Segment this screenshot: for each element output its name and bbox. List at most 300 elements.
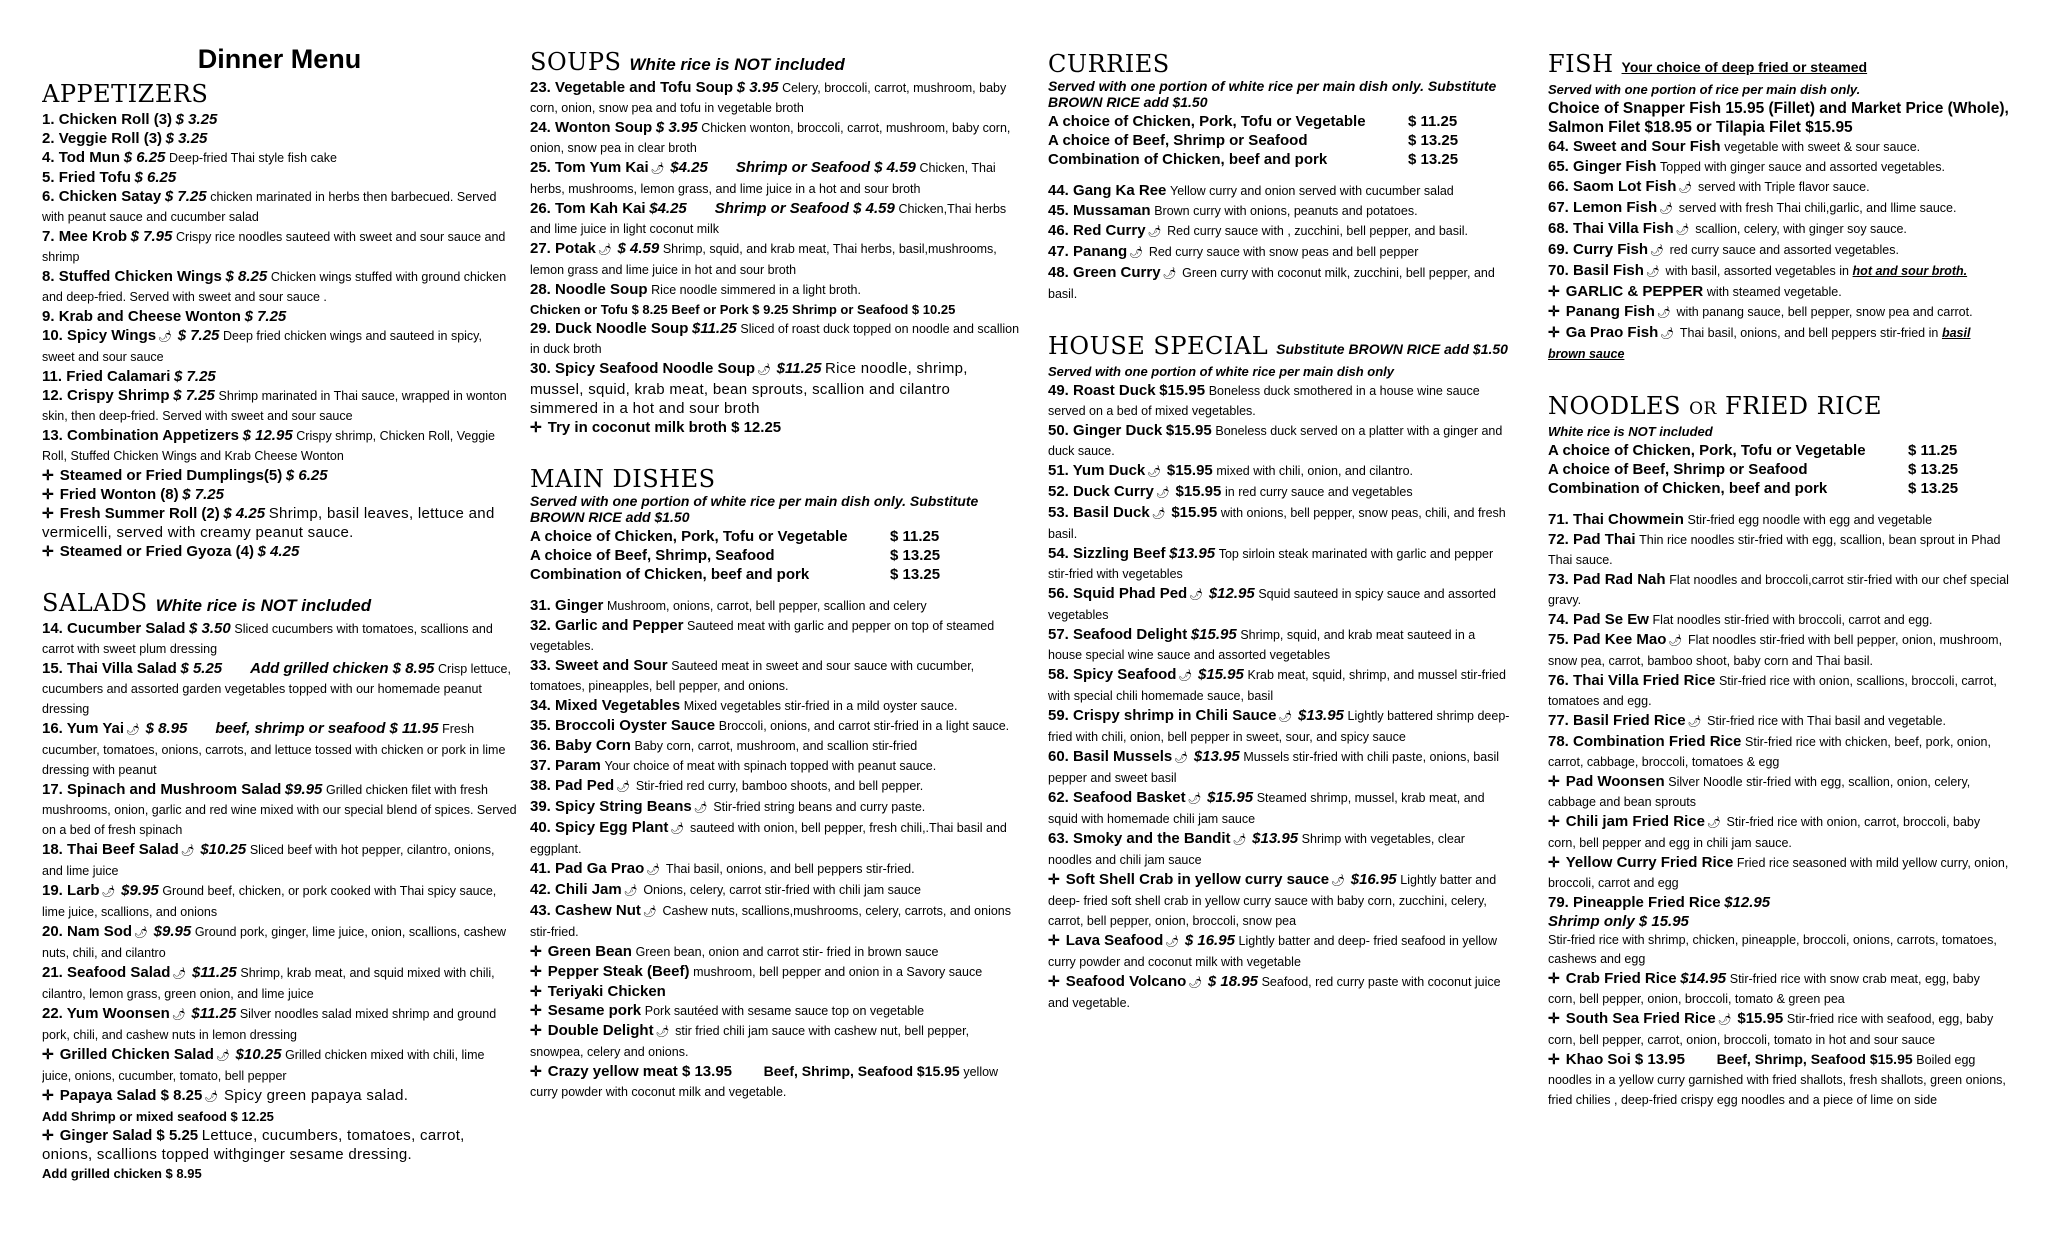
item-number: 66. — [1548, 178, 1574, 195]
section-intro: Served with one portion of rice per main dish only. — [1548, 82, 1861, 97]
menu-item — [1048, 829, 1510, 870]
item-description: Shrimp, squid, and krab meat sauteed in a house special wine sauce and assorted vegetables — [1048, 628, 1476, 662]
chili-icon: 🌶 — [693, 802, 708, 814]
menu-section-soups — [530, 48, 1020, 437]
item-name: Pineapple Fried Rice — [1573, 894, 1721, 911]
menu-item — [1048, 972, 1510, 1013]
menu-item — [42, 1086, 517, 1126]
chili-icon: 🌶 — [1659, 203, 1674, 215]
item-number: 67. — [1548, 199, 1574, 216]
plus-icon: ✛ — [1548, 970, 1560, 986]
item-description: Chicken,Thai herbs and lime juice in light coconut milk — [530, 202, 1007, 236]
plus-icon: ✛ — [1048, 932, 1060, 948]
item-number: 2. — [42, 130, 59, 147]
menu-item — [42, 881, 517, 922]
item-name: Spicy Seafood Noodle Soup — [555, 360, 756, 377]
item-name: Tom Yum Kai — [555, 159, 649, 176]
item-price: $ 7.25 — [174, 368, 216, 385]
menu-item — [530, 962, 1020, 982]
item-number: 6. — [42, 188, 59, 205]
chili-icon: 🌶 — [1178, 670, 1193, 682]
item-price: $ 6.25 — [123, 149, 166, 166]
menu-item — [1548, 630, 2010, 671]
item-number: 34. — [530, 697, 556, 714]
menu-item — [42, 619, 517, 659]
item-number: 63. — [1048, 830, 1074, 847]
item-name: Ga Prao Fish — [1565, 324, 1659, 341]
menu-item — [42, 326, 517, 367]
section-note: Substitute BROWN RICE add $1.50 — [1276, 341, 1508, 357]
chili-icon: 🌶 — [215, 1050, 230, 1062]
item-number: 27. — [530, 240, 556, 257]
price-row-price: $ 13.25 — [1408, 151, 1459, 168]
menu-item — [42, 466, 517, 485]
item-number: 54. — [1048, 545, 1074, 562]
chili-icon: 🌶 — [1162, 268, 1177, 280]
menu-item — [42, 719, 517, 780]
chili-icon: 🌶 — [1706, 817, 1721, 829]
item-name: Pad Thai — [1573, 531, 1636, 548]
item-number: 44. — [1048, 182, 1074, 199]
chili-icon: 🌶 — [1165, 936, 1180, 948]
item-name: Steamed or Fried Dumplings(5) — [59, 467, 283, 484]
item-description: Stir-fried rice with chicken, beef, pork, onion, carrot, cabbage, broccoli, tomatoes & egg — [1548, 735, 1991, 769]
item-name: Steamed or Fried Gyoza (4) — [59, 543, 254, 560]
chili-icon: 🌶 — [1151, 508, 1166, 520]
menu-item — [530, 418, 1020, 437]
menu-item — [530, 696, 1020, 716]
menu-section-noodles — [1548, 392, 2010, 1110]
menu-column-3 — [1048, 50, 1510, 1230]
item-name: Crazy yellow meat $ 13.95 — [547, 1063, 733, 1080]
menu-item — [42, 187, 517, 227]
menu-item — [1548, 219, 2010, 240]
menu-item — [1048, 544, 1510, 584]
item-name: Wonton Soup — [555, 119, 653, 136]
item-name: Param — [555, 757, 601, 774]
section-title: SALADS — [42, 589, 148, 617]
item-description: Stir-fried rice with Thai basil and vegetable. — [1707, 714, 1946, 728]
menu-item — [1048, 665, 1510, 706]
section-header — [42, 80, 517, 108]
menu-item — [1548, 510, 2010, 530]
menu-item — [1548, 1050, 2010, 1110]
item-number: 8. — [42, 268, 59, 285]
item-name: Khao Soi $ 13.95 — [1565, 1051, 1685, 1068]
item-description: Thai basil, onions, and bell peppers stir-fried. — [665, 862, 915, 876]
item-description: Stir-fried rice with onion, scallions, broccoli, carrot, tomatoes and egg. — [1548, 674, 1997, 708]
chili-icon: 🌶 — [180, 845, 195, 857]
plus-icon: ✛ — [530, 943, 542, 959]
item-name: Noodle Soup — [555, 281, 648, 298]
item-number: 31. — [530, 597, 556, 614]
menu-item — [530, 1001, 1020, 1021]
price-row-label: A choice of Beef, Shrimp or Seafood — [1548, 461, 1808, 478]
plus-icon: ✛ — [1548, 324, 1560, 340]
item-description: Broccoli, onions, and carrot stir-fried in a light sauce. — [718, 719, 1010, 733]
item-number: 60. — [1048, 748, 1074, 765]
item-number: 32. — [530, 617, 556, 634]
menu-item — [42, 922, 517, 963]
item-price: $10.25 — [235, 1046, 282, 1063]
item-description: Silver noodles salad mixed shrimp and ground pork, chili, and cashew nuts in lemon dressing — [42, 1007, 497, 1042]
item-number: 38. — [530, 777, 556, 794]
chili-icon: 🌶 — [1232, 834, 1247, 846]
section-title: MAIN DISHES — [530, 465, 716, 493]
menu-item — [42, 110, 517, 129]
item-price: $4.25 — [649, 200, 687, 217]
item-description-underlined: basil brown sauce — [1548, 326, 1971, 361]
item-description: Boneless duck served on a platter with a ginger and duck sauce. — [1048, 424, 1503, 458]
menu-item — [1548, 671, 2010, 711]
item-number: 4. — [42, 149, 59, 166]
item-description: Top sirloin steak marinated with garlic and pepper stir-fried with vegetables — [1048, 547, 1494, 581]
plus-icon: ✛ — [530, 963, 542, 979]
item-price: $ 7.25 — [182, 486, 224, 503]
section-title: CURRIES — [1048, 50, 1170, 78]
item-description: Mushroom, onions, carrot, bell pepper, scallion and celery — [607, 599, 927, 613]
item-number: 28. — [530, 281, 556, 298]
item-description-underlined: hot and sour broth. — [1852, 264, 1968, 278]
menu-item — [530, 199, 1020, 239]
item-name: Green Curry — [1073, 264, 1161, 281]
item-number: 69. — [1548, 241, 1574, 258]
menu-item — [1048, 503, 1510, 544]
item-number: 52. — [1048, 483, 1074, 500]
price-row — [1048, 131, 1510, 150]
item-description: Deep fried chicken wings and sauteed in spicy, sweet and sour sauce — [42, 329, 482, 364]
item-name: Thai Chowmein — [1573, 511, 1684, 528]
item-name: Krab and Cheese Wonton — [58, 308, 241, 325]
item-number: 78. — [1548, 733, 1574, 750]
item-name: Crispy shrimp in Chili Sauce — [1073, 707, 1277, 724]
item-number: 7. — [42, 228, 59, 245]
item-name: Fried Wonton (8) — [59, 486, 179, 503]
item-description: Sliced beef with hot pepper, cilantro, onions, and lime juice — [42, 843, 495, 878]
menu-item — [42, 267, 517, 307]
item-price: $ 7.95 — [130, 228, 173, 245]
item-description: Stir-fried rice with shrimp, chicken, pineapple, broccoli, onions, carrots, tomatoes, cashews and egg — [1548, 933, 1997, 966]
plus-icon: ✛ — [1548, 1051, 1560, 1067]
section-title: NOODLES or FRIED RICE — [1548, 392, 1883, 420]
item-description: Stir-fried rice with seafood, egg, baby corn, bell pepper, carrot, onion, broccoli, tomato in hot and sour sauce — [1548, 1012, 1994, 1047]
item-number: 36. — [530, 737, 556, 754]
chili-icon: 🌶 — [1645, 266, 1660, 278]
item-number: 68. — [1548, 220, 1574, 237]
fish-choice: Choice of Snapper Fish 15.95 (Fillet) and Market Price (Whole), Salmon Filet $18.95 or Tilapia Filet $15.95 — [1548, 100, 2009, 136]
menu-item — [1548, 177, 2010, 198]
item-name: Tod Mun — [58, 149, 121, 166]
price-row — [1548, 479, 2010, 498]
menu-item — [530, 239, 1020, 280]
item-number: 42. — [530, 881, 556, 898]
item-name: Seafood Salad — [67, 964, 171, 981]
item-name: Roast Duck — [1073, 382, 1156, 399]
plus-icon: ✛ — [530, 1002, 542, 1018]
item-name: Baby Corn — [555, 737, 631, 754]
item-number: 76. — [1548, 672, 1574, 689]
item-number: 19. — [42, 882, 68, 899]
item-name: Spicy Seafood — [1073, 666, 1177, 683]
item-description: Chicken wonton, broccoli, carrot, mushroom, baby corn, onion, snow pea in clear broth — [530, 121, 1011, 155]
item-description: Sauteed meat in sweet and sour sauce with cucumber, tomatoes, pineapples, bell pepper, and onions. — [530, 659, 975, 693]
item-name: Thai Villa Fish — [1573, 220, 1674, 237]
menu-item — [1048, 747, 1510, 788]
item-price: $ 3.25 — [175, 111, 218, 128]
plus-icon: ✛ — [1548, 854, 1560, 870]
menu-item — [1548, 610, 2010, 630]
menu-section-fish — [1548, 50, 2010, 364]
item-price: $ 4.25 — [257, 543, 300, 560]
section-note: Served with one portion of white rice per main dish only. Substitute BROWN RICE add $1.50 — [530, 493, 979, 525]
menu-item — [42, 840, 517, 881]
chili-icon: 🌶 — [1668, 635, 1683, 647]
item-number: 30. — [530, 360, 556, 377]
menu-item — [1048, 263, 1510, 304]
plus-icon: ✛ — [1548, 773, 1560, 789]
price-row-label: Combination of Chicken, beef and pork — [1548, 480, 1828, 497]
item-name: Basil Mussels — [1073, 748, 1173, 765]
plus-icon: ✛ — [42, 467, 54, 483]
item-description: Steamed shrimp, mussel, krab meat, and squid with homemade chili jam sauce — [1048, 791, 1485, 826]
menu-item — [1048, 625, 1510, 665]
item-name: Double Delight — [547, 1022, 654, 1039]
item-name: Pad Kee Mao — [1573, 631, 1667, 648]
item-subprice: Add Shrimp or mixed seafood $ 12.25 — [42, 1109, 274, 1124]
item-number: 23. — [530, 79, 556, 96]
menu-item — [1548, 812, 2010, 853]
price-row — [1548, 441, 2010, 460]
item-description: Pork sautéed with sesame sauce top on vegetable — [644, 1004, 925, 1018]
menu-item — [1048, 870, 1510, 931]
item-name: Chicken Satay — [58, 188, 162, 205]
item-description: Sliced of roast duck topped on noodle and scallion in duck broth — [530, 322, 1020, 356]
menu-item — [530, 118, 1020, 158]
item-name: Pad Rad Nah — [1573, 571, 1666, 588]
item-name: Combination Fried Rice — [1573, 733, 1742, 750]
item-number: 65. — [1548, 158, 1574, 175]
item-number: 56. — [1048, 585, 1074, 602]
menu-item — [1548, 772, 2010, 812]
item-description: Shrimp, basil leaves, lettuce and vermicelli, served with creamy peanut sauce. — [42, 505, 495, 541]
item-price: $15.95 — [1159, 382, 1206, 399]
item-number: 12. — [42, 387, 68, 404]
item-description: mixed with chili, onion, and cilantro. — [1216, 464, 1414, 478]
menu-section-curries — [1048, 50, 1510, 304]
item-description: Chicken wings stuffed with ground chicken and deep-fried. Served with sweet and sour sauce . — [42, 270, 507, 304]
item-number: 43. — [530, 902, 556, 919]
item-number: 29. — [530, 320, 556, 337]
item-subprice: Shrimp only $ 15.95 — [1548, 913, 1689, 930]
menu-item — [530, 859, 1020, 880]
item-number: 1. — [42, 111, 59, 128]
price-row-label: A choice of Beef, Shrimp, Seafood — [530, 547, 775, 564]
item-price: $13.95 — [1252, 830, 1299, 847]
menu-item — [1548, 302, 2010, 323]
plus-icon: ✛ — [1548, 1010, 1560, 1026]
chili-icon: 🌶 — [134, 927, 149, 939]
item-name: Yum Woonsen — [66, 1005, 170, 1022]
item-name: Veggie Roll (3) — [58, 130, 163, 147]
price-row-price: $ 11.25 — [890, 528, 940, 545]
menu-item — [530, 1021, 1020, 1062]
section-intro: White rice is NOT included — [1548, 424, 1713, 439]
item-description: Seafood, red curry paste with coconut juice and vegetable. — [1048, 975, 1501, 1010]
chili-icon: 🌶 — [1660, 328, 1675, 340]
item-price: $13.95 — [1298, 707, 1344, 724]
item-description: Green bean, onion and carrot stir- fried in brown sauce — [635, 945, 939, 959]
item-price: $12.95 — [1724, 894, 1771, 911]
plus-icon: ✛ — [42, 1127, 54, 1143]
item-price: $ 8.25 — [225, 268, 268, 285]
plus-icon: ✛ — [1548, 813, 1560, 829]
item-description: Crisp lettuce, cucumbers and assorted garden vegetables topped with our homemade peanut dressing — [42, 662, 511, 716]
item-price: $16.95 — [1350, 871, 1397, 888]
menu-item — [42, 659, 517, 719]
menu-section-house — [1048, 332, 1510, 1013]
menu-item — [1548, 282, 2010, 302]
item-description: Sauteed meat with garlic and pepper on top of steamed vegetables. — [530, 619, 995, 653]
menu-item — [1048, 421, 1510, 461]
menu-item — [530, 901, 1020, 942]
item-name: Pepper Steak (Beef) — [547, 963, 690, 980]
spacer — [1548, 498, 2010, 510]
menu-item — [1548, 570, 2010, 610]
item-name: Mee Krob — [58, 228, 128, 245]
chili-icon: 🌶 — [1187, 793, 1202, 805]
section-header — [42, 589, 517, 617]
item-description: Rice noodle, shrimp, mussel, squid, krab meat, bean sprouts, scallion and cilantro simmered in a hot and sour broth — [530, 360, 968, 417]
item-description: Topped with ginger sauce and assorted vegetables. — [1660, 160, 1945, 174]
item-number: 35. — [530, 717, 556, 734]
menu-item — [42, 1004, 517, 1045]
price-row-price: $ 11.25 — [1408, 113, 1458, 130]
item-extra-price: Add grilled chicken $ 8.95 — [250, 660, 435, 677]
item-price: $10.25 — [200, 841, 247, 858]
menu-column-4 — [1548, 50, 2010, 1230]
item-description: Flat noodles and broccoli,carrot stir-fried with our chef special gravy. — [1548, 573, 2009, 607]
item-description: served with Triple flavor sauce. — [1697, 180, 1870, 194]
plus-icon: ✛ — [530, 983, 542, 999]
item-number: 16. — [42, 720, 67, 737]
menu-item — [1048, 242, 1510, 263]
section-intro: Served with one portion of white rice per main dish only — [1048, 364, 1394, 379]
item-name: Yum Duck — [1072, 462, 1146, 479]
item-price: $12.95 — [1208, 585, 1255, 602]
price-row-price: $ 13.25 — [1908, 461, 1959, 478]
menu-item — [42, 542, 517, 561]
item-description: Onions, celery, carrot stir-fried with chili jam sauce — [643, 883, 921, 897]
item-description: Fried rice seasoned with mild yellow curry, onion, broccoli, carrot and egg — [1548, 856, 2009, 890]
item-name: Spicy Wings — [67, 327, 157, 344]
item-description: Flat noodles stir-fried with broccoli, carrot and egg. — [1652, 613, 1933, 627]
item-name: South Sea Fried Rice — [1565, 1010, 1716, 1027]
item-price: $ 7.25 — [164, 188, 207, 205]
menu-item — [1548, 240, 2010, 261]
item-price: $ 3.25 — [165, 130, 208, 147]
section-header — [1548, 392, 2010, 420]
chili-icon: 🌶 — [1147, 226, 1162, 238]
price-row-label: A choice of Chicken, Pork, Tofu or Vegetable — [1548, 442, 1866, 459]
item-number: 70. — [1548, 262, 1574, 279]
menu-item — [42, 367, 517, 386]
menu-item — [530, 359, 1020, 418]
item-description: Stir-fried egg noodle with egg and vegetable — [1687, 513, 1933, 527]
item-number: 20. — [42, 923, 68, 940]
item-description: Lightly battered shrimp deep-fried with chili, onion, bell pepper in sweet, sour, and spicy sauce — [1048, 709, 1510, 744]
item-number: 14. — [42, 620, 68, 637]
item-number: 46. — [1048, 222, 1074, 239]
item-price: $15.95 — [1171, 504, 1218, 521]
item-description: with steamed vegetable. — [1706, 285, 1842, 299]
price-row — [1048, 150, 1510, 169]
item-name: Spinach and Mushroom Salad — [67, 781, 282, 798]
item-name: Basil Fried Rice — [1573, 712, 1686, 729]
chili-icon: 🌶 — [623, 885, 638, 897]
item-description: with panang sauce, bell pepper, snow pea and carrot. — [1676, 305, 1973, 319]
item-name: Vegetable and Tofu Soup — [555, 79, 734, 96]
menu-section-salads — [42, 589, 517, 1183]
section-header — [530, 465, 1020, 525]
item-description: Krab meat, squid, shrimp, and mussel stir-fried with special chili homemade sauce, basil — [1048, 668, 1506, 703]
item-name: Cucumber Salad — [67, 620, 186, 637]
item-name: Thai Villa Salad — [67, 660, 177, 677]
item-name: Curry Fish — [1573, 241, 1649, 258]
item-number: 47. — [1048, 243, 1074, 260]
price-row-label: Combination of Chicken, beef and pork — [1048, 151, 1328, 168]
item-number: 25. — [530, 159, 556, 176]
menu-item — [42, 307, 517, 326]
menu-item — [1048, 381, 1510, 421]
item-number: 45. — [1048, 202, 1074, 219]
item-name: Try in coconut milk broth $ 12.25 — [547, 419, 782, 436]
menu-item — [530, 319, 1020, 359]
item-description: Boiled egg noodles in a yellow curry garnished with fried shallots, fresh shallots, green onions, fried chilies , deep-fried crispy egg noodles and a piece of lime on side — [1548, 1053, 2006, 1107]
item-description: red curry sauce and assorted vegetables. — [1669, 243, 1899, 257]
item-number: 13. — [42, 427, 68, 444]
item-price: $15.95 — [1165, 422, 1212, 439]
item-description: Fresh cucumber, tomatoes, onions, carrots, and lettuce tossed with chicken or pork in lime dressing with peanut — [42, 722, 506, 777]
item-number: 75. — [1548, 631, 1574, 648]
item-name: Mussaman — [1073, 202, 1151, 219]
chili-icon: 🌶 — [1656, 307, 1671, 319]
item-number: 71. — [1548, 511, 1574, 528]
item-price: $13.95 — [1169, 545, 1216, 562]
item-name: Fried Calamari — [66, 368, 171, 385]
price-row-price: $ 13.25 — [890, 547, 941, 564]
item-number: 57. — [1048, 626, 1074, 643]
price-row-price: $ 13.25 — [1408, 132, 1459, 149]
item-number: 17. — [42, 781, 68, 798]
menu-item — [1048, 221, 1510, 242]
price-row — [530, 565, 1020, 584]
price-row — [530, 527, 1020, 546]
menu-item — [1048, 201, 1510, 221]
item-number: 37. — [530, 757, 556, 774]
menu-item — [530, 280, 1020, 319]
item-description: Boneless duck smothered in a house wine sauce served on a bed of mixed vegetables. — [1048, 384, 1480, 418]
section-header — [530, 48, 1020, 76]
menu-section-appetizers — [42, 80, 517, 561]
item-extra-price: Shrimp or Seafood $ 4.59 — [714, 200, 895, 217]
item-name: Smoky and the Bandit — [1073, 830, 1231, 847]
menu-item — [42, 1045, 517, 1086]
chili-icon: 🌶 — [1147, 466, 1162, 478]
section-header — [1048, 50, 1510, 110]
item-name: Chicken Roll (3) — [58, 111, 173, 128]
menu-section-main — [530, 465, 1020, 1102]
item-number: 22. — [42, 1005, 67, 1022]
